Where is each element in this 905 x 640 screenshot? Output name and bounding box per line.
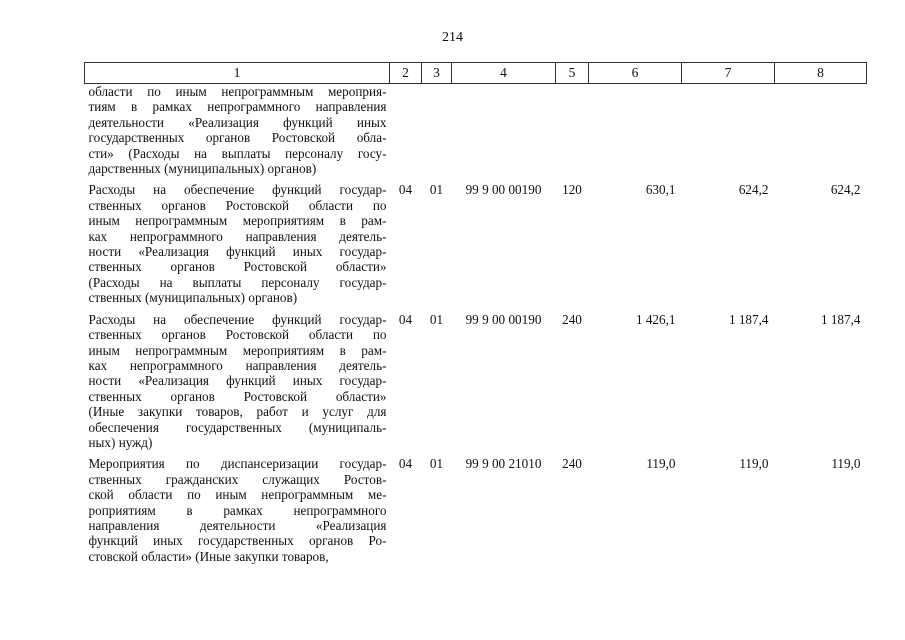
row-description: [85, 450, 390, 564]
description-line: ности «Реализация функций иных государ-: [88, 373, 387, 389]
cell-amount-year-2: 624,2: [738, 182, 769, 198]
header-col-7: 7: [682, 63, 775, 84]
table-row: [85, 84, 867, 177]
description-line: области по иным непрограммным мероприя-: [88, 84, 387, 99]
description-line: государственных органов Ростовской обла-: [88, 130, 387, 146]
cell-section: 04: [398, 182, 413, 198]
cell-amount-year-1: 1 426,1: [635, 311, 676, 327]
description-line: ственных органов Ростовской области по: [88, 327, 387, 343]
cell-subsection: [422, 84, 452, 177]
header-col-8: 8: [775, 63, 867, 84]
description-line: ках непрограммного направления деятель-: [88, 228, 387, 244]
description-line: ных) нужд): [88, 434, 153, 450]
cell-target-article: [452, 84, 556, 177]
description-line: (Иные закупки товаров, работ и услуг для: [88, 404, 387, 420]
description-line: иным непрограммным мероприятиям в рам-: [88, 342, 387, 358]
description-line: деятельности «Реализация функций иных: [88, 114, 387, 130]
table-row: [85, 450, 867, 564]
cell-amount-year-3: 1 187,4: [820, 311, 861, 327]
cell-expense-type: 240: [562, 456, 582, 472]
cell-amount-year-2: [682, 84, 775, 177]
cell-expense-type: 240: [562, 311, 582, 327]
header-col-3: 3: [422, 63, 452, 84]
description-line: ственных органов Ростовской области»: [88, 259, 387, 275]
cell-section: 04: [398, 311, 413, 327]
table-row: [85, 176, 867, 305]
budget-table: [84, 62, 867, 564]
cell-section: 04: [398, 456, 413, 472]
description-line: Расходы на обеспечение функций государ-: [88, 182, 387, 198]
description-line: (Расходы на выплаты персоналу государ-: [88, 274, 387, 290]
description-line: тиям в рамках непрограммного направления: [88, 99, 387, 115]
description-line: ской области по иным непрограммным ме-: [88, 487, 387, 503]
cell-target-article: 99 9 00 00190: [465, 311, 542, 327]
description-line: роприятиям в рамках непрограммного: [88, 502, 387, 518]
cell-subsection: 01: [429, 311, 444, 327]
cell-expense-type: 120: [562, 182, 582, 198]
table-header: [85, 63, 867, 84]
cell-target-article: 99 9 00 21010: [465, 456, 542, 472]
description-line: Мероприятия по диспансеризации государ-: [88, 456, 387, 472]
header-col-5: 5: [556, 63, 589, 84]
description-line: ственных органов Ростовской области по: [88, 197, 387, 213]
cell-expense-type: [556, 84, 589, 177]
cell-amount-year-3: 624,2: [830, 182, 861, 198]
cell-subsection: 01: [429, 182, 444, 198]
description-line: дарственных (муниципальных) органов): [88, 161, 317, 177]
description-line: ственных органов Ростовской области»: [88, 388, 387, 404]
row-description: [85, 84, 390, 177]
header-col-4: 4: [452, 63, 556, 84]
description-line: Расходы на обеспечение функций государ-: [88, 311, 387, 327]
cell-amount-year-2: 119,0: [739, 456, 769, 472]
cell-subsection: 01: [429, 456, 444, 472]
row-description: [85, 306, 390, 451]
header-row: [85, 63, 867, 84]
description-line: направления деятельности «Реализация: [88, 517, 387, 533]
row-description: [85, 176, 390, 305]
cell-amount-year-1: [589, 84, 682, 177]
description-line: ственных гражданских служащих Ростов-: [88, 471, 387, 487]
table-body: [85, 84, 867, 565]
description-line: сти» (Расходы на выплаты персоналу госу-: [88, 145, 387, 161]
cell-amount-year-2: 1 187,4: [728, 311, 769, 327]
description-line: ственных (муниципальных) органов): [88, 290, 298, 306]
cell-amount-year-1: 630,1: [645, 182, 676, 198]
cell-amount-year-1: 119,0: [646, 456, 676, 472]
cell-target-article: 99 9 00 00190: [465, 182, 542, 198]
table-row: [85, 306, 867, 451]
description-line: функций иных государственных органов Ро-: [88, 533, 387, 549]
cell-section: [390, 84, 422, 177]
description-line: ках непрограммного направления деятель-: [88, 357, 387, 373]
cell-amount-year-3: 119,0: [831, 456, 861, 472]
header-col-6: 6: [589, 63, 682, 84]
header-col-1: 1: [85, 63, 390, 84]
header-col-2: 2: [390, 63, 422, 84]
description-line: обеспечения государственных (муниципаль-: [88, 419, 387, 435]
page-number: 214: [442, 30, 463, 45]
cell-amount-year-3: [775, 84, 867, 177]
description-line: ности «Реализация функций иных государ-: [88, 244, 387, 260]
description-line: иным непрограммным мероприятиям в рам-: [88, 213, 387, 229]
description-line: стовской области» (Иные закупки товаров,: [88, 548, 329, 564]
